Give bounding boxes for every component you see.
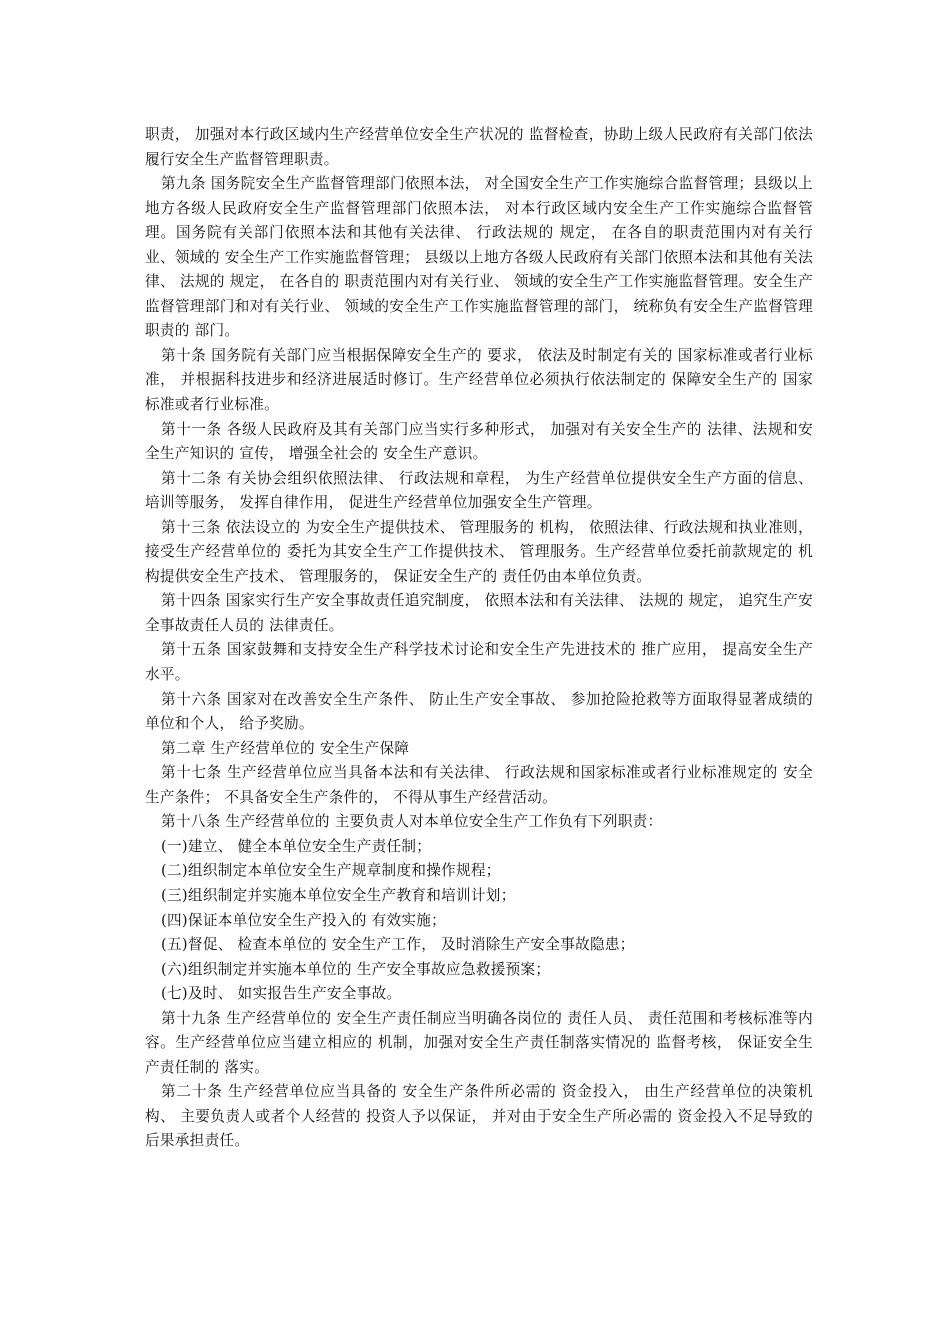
article-16: 第十六条 国家对在改善安全生产条件、 防止生产安全事故、 参加抢险抢救等方面取得显著成绩的 单位和个人， 给予奖励。 [145,690,813,733]
article-18: 第十八条 生产经营单位的 主要负责人对本单位安全生产工作负有下列职责： [161,813,663,831]
paragraph: 职责， 加强对本行政区域内生产经营单位安全生产状况的 监督检查，协助上级人民政府有关部门依法履行安全生产监督管理职责。 [145,126,813,168]
list-item: (六)组织制定并实施本单位的 生产安全事故应急救援预案； [161,960,551,978]
document-body [145,123,813,1154]
article-14: 第十四条 国家实行生产安全事故责任追究制度， 依照本法和有关法律、 法规的 规定， 追究生产安全事故责任人员的 法律责任。 [145,592,813,634]
article-9: 第九条 国务院安全生产监督管理部门依照本法， 对全国安全生产工作实施综合监督管理；县级以上地方各级人民政府安全生产监督管理部门依照本法， 对本行政区域内安全生产工作实施综合监督管理。国务院有关部门依照本法和其他有关法律、 行政法规的 规定， 在各自的职责范围内对有关行业、领域的 安全生产工作实施监督管理； 县级以上地方各级人民政府有关部门依照本法和其他有关法律、 法规的 规定， 在各自的 职责范围内对有关行业、 领域的安全生产工作实施监督管理。安全生产监督管理部门和对有关行业、 领域的安全生产工作实施监督管理的部门， 统称负有安全生产监督管理职责的 部门。 [145,175,813,340]
article-15: 第十五条 国家鼓舞和支持安全生产科学技术讨论和安全生产先进技术的 推广应用， 提高安全生产水平。 [145,641,813,684]
article-17: 第十七条 生产经营单位应当具备本法和有关法律、 行政法规和国家标准或者行业标准规定的 安全生产条件； 不具备安全生产条件的， 不得从事生产经营活动。 [145,764,813,806]
article-19: 第十九条 生产经营单位的 安全生产责任制应当明确各岗位的 责任人员、 责任范围和考核标准等内容。生产经营单位应当建立相应的 机制，加强对安全生产责任制落实情况的 监督考核， 保证安全生产责任制的 落实。 [145,1009,813,1076]
article-10: 第十条 国务院有关部门应当根据保障安全生产的 要求， 依法及时制定有关的 国家标准或者行业标准， 并根据科技进步和经济进展适时修订。生产经营单位必须执行依法制定的 保障安全生产的 国家标准或者行业标准。 [145,346,813,414]
list-item: (四)保证本单位安全生产投入的 有效实施； [161,911,447,929]
article-11: 第十一条 各级人民政府及其有关部门应当实行多种形式， 加强对有关安全生产的 法律、法规和安全生产知识的 宣传， 增强全社会的 安全生产意识。 [145,420,813,463]
list-item: (三)组织制定并实施本单位安全生产教育和培训计划； [161,886,516,904]
list-item: (五)督促、 检查本单位的 安全生产工作， 及时消除生产安全事故隐患； [161,936,635,954]
article-12: 第十二条 有关协会组织依照法律、 行政法规和章程， 为生产经营单位提供安全生产方面的信息、 培训等服务， 发挥自律作用， 促进生产经营单位加强安全生产管理。 [145,469,813,512]
chapter-heading: 第二章 生产经营单位的 安全生产保障 [161,739,410,757]
list-item: (二)组织制定本单位安全生产规章制度和操作规程； [161,862,501,880]
article-13: 第十三条 依法设立的 为安全生产提供技术、 管理服务的 机构， 依照法律、行政法规和执业准则，接受生产经营单位的 委托为其安全生产工作提供技术、 管理服务。生产经营单位委托前款规定的 机构提供安全生产技术、 管理服务的， 保证安全生产的 责任仍由本单位负责。 [145,518,813,585]
list-item: (七)及时、 如实报告生产安全事故。 [161,985,402,1003]
list-item: (一)建立、 健全本单位安全生产责任制； [161,837,432,855]
article-20: 第二十条 生产经营单位应当具备的 安全生产条件所必需的 资金投入， 由生产经营单位的决策机构、 主要负责人或者个人经营的 投资人予以保证， 并对由于安全生产所必需的 资金投入不足导致的 后果承担责任。 [145,1083,813,1150]
